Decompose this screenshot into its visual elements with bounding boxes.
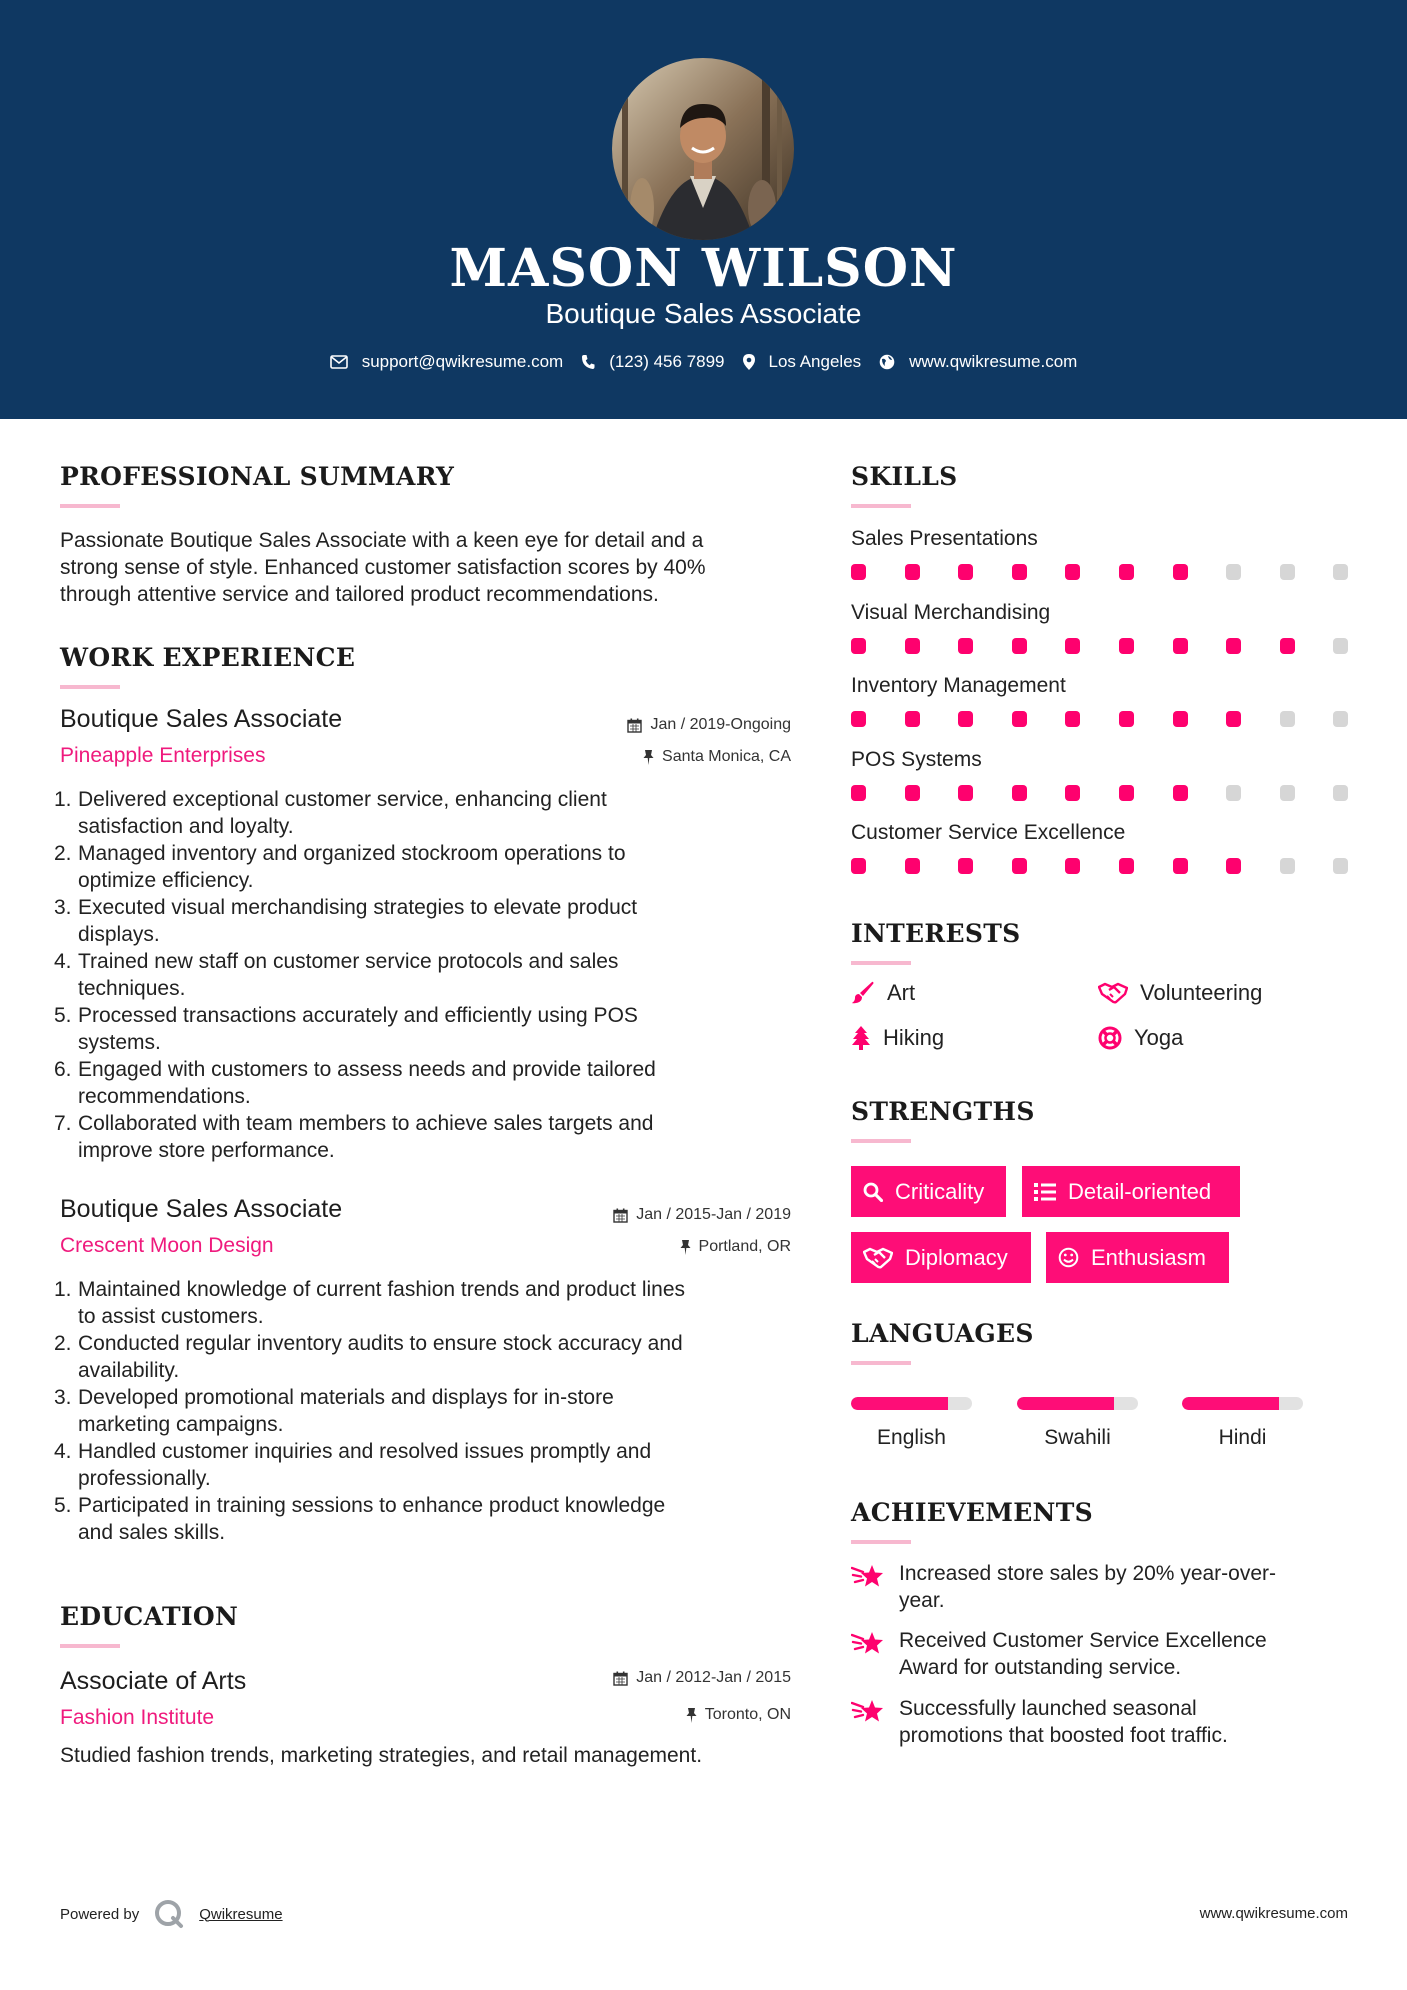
bullet-line: availability. [78,1359,180,1382]
strength-tag [1022,1166,1240,1217]
list-item: 1. Maintained knowledge of current fashion trends and product lines to assist customers. [60,1276,800,1330]
skill-dot-empty [1333,858,1348,874]
bullet-line: professionally. [78,1467,211,1490]
skill-dot-filled [1226,711,1241,727]
education-location [686,1706,791,1724]
bullet-line: Conducted regular inventory audits to ensure stock accuracy and [78,1332,683,1355]
skill-dot-empty [1280,564,1295,580]
list-item: 1. Delivered exceptional customer service, enhancing client satisfaction and loyalty. [60,786,800,840]
contact-website[interactable] [879,352,1077,372]
skill-dot-filled [1065,564,1080,580]
skill-dot-filled [1280,638,1295,654]
language-level-bar [851,1397,972,1410]
skill-dot-filled [1119,785,1134,801]
skill-dot-filled [1119,638,1134,654]
job-dates [613,1206,791,1224]
job-bullets [54,1276,800,1546]
strength-label: Criticality [895,1178,985,1204]
skill-dot-empty [1333,638,1348,654]
strength-tag [851,1166,1006,1217]
bullet-line: Trained new staff on customer service protocols and sales [78,950,619,973]
brand-link[interactable]: Qwikresume [199,1905,283,1923]
skill-dot-filled [851,711,866,727]
interest-label: Yoga [1134,1025,1184,1050]
list-item: 5. Processed transactions accurately and efficiently using POS systems. [60,1002,800,1056]
skill-dot-filled [1012,564,1027,580]
achievement-item [851,1627,1321,1681]
bullet-line: and sales skills. [78,1521,226,1544]
footer-website[interactable]: www.qwikresume.com [1199,1905,1348,1922]
job-location-text: Santa Monica, CA [662,748,791,765]
skill-dot-filled [1012,785,1027,801]
bullet-line: Engaged with customers to assess needs and provide tailored [78,1058,656,1081]
pin-icon [680,1239,691,1255]
bullet-line: to assist customers. [78,1305,264,1328]
list-item: 7. Collaborated with team members to achieve sales targets and improve store performance. [60,1110,800,1164]
envelope-icon [330,355,348,369]
achievement-line: Received Customer Service Excellence [899,1629,1267,1652]
skill-dot-filled [958,858,973,874]
skill-dot-filled [1012,711,1027,727]
qwikresume-logo-icon [153,1898,185,1930]
bullet-line: improve store performance. [78,1139,335,1162]
education-dates-text: Jan / 2012-Jan / 2015 [636,1669,791,1686]
interest-volunteering [1098,980,1262,1006]
pin-icon [686,1707,697,1723]
interest-label: Hiking [883,1025,945,1050]
strength-tag [1046,1232,1229,1283]
skill-dot-filled [851,785,866,801]
company-name: Pineapple Enterprises [60,744,266,767]
skill-dot-filled [1065,638,1080,654]
interest-hiking [851,1025,944,1051]
achievement-line: year. [899,1589,945,1612]
language-level-bar [1182,1397,1303,1410]
skill-dot-empty [1280,858,1295,874]
skill-dot-filled [1173,711,1188,727]
bullet-line: Processed transactions accurately and efficiently using POS [78,1004,638,1027]
skill-dot-filled [958,785,973,801]
skill-dot-filled [851,638,866,654]
language-level-fill [851,1397,948,1410]
skill-dot-filled [1012,638,1027,654]
contact-location [743,352,862,372]
job-dates-text: Jan / 2015-Jan / 2019 [636,1206,791,1223]
skills-heading: SKILLS [851,462,958,491]
map-pin-icon [743,354,755,370]
experience-underline [60,685,120,689]
bullet-line: recommendations. [78,1085,251,1108]
paintbrush-icon [851,981,875,1005]
lifebuoy-icon [1098,1026,1122,1050]
experience-heading: WORK EXPERIENCE [60,643,356,672]
language-label: English [877,1426,946,1449]
languages-heading: LANGUAGES [851,1319,1034,1348]
candidate-name: MASON WILSON [449,238,958,299]
interest-label: Art [887,980,916,1005]
list-item: 2. Conducted regular inventory audits to ensure stock accuracy and availability. [60,1330,800,1384]
skill-name: Inventory Management [851,674,1066,697]
list-item: 5. Participated in training sessions to enhance product knowledge and sales skills. [60,1492,800,1546]
contact-bar [0,352,1407,372]
bullet-line: displays. [78,923,160,946]
strengths-heading: STRENGTHS [851,1097,1035,1126]
interest-yoga [1098,1025,1183,1051]
skill-name: Customer Service Excellence [851,821,1126,844]
bullet-line: Handled customer inquiries and resolved issues promptly and [78,1440,652,1463]
company-name: Crescent Moon Design [60,1234,274,1257]
degree-title: Associate of Arts [60,1667,247,1695]
skills-underline [851,504,911,508]
skill-dot-filled [1226,638,1241,654]
education-underline [60,1644,120,1648]
language-level-fill [1182,1397,1279,1410]
skill-dot-filled [1065,785,1080,801]
job-location [680,1238,791,1256]
tree-icon [851,1026,871,1050]
bullet-line: satisfaction and loyalty. [78,815,294,838]
summary-line: Passionate Boutique Sales Associate with a keen eye for detail and a [60,529,704,552]
bullet-line: Delivered exceptional customer service, enhancing client [78,788,607,811]
strength-tag [851,1232,1031,1283]
job-title: Boutique Sales Associate [60,705,343,733]
education-description: Studied fashion trends, marketing strategies, and retail management. [60,1744,703,1767]
skill-dot-filled [905,564,920,580]
list-item: 6. Engaged with customers to assess needs and provide tailored recommendations. [60,1056,800,1110]
education-location-text: Toronto, ON [704,1706,791,1723]
bullet-line: optimize efficiency. [78,869,254,892]
list-item: 3. Executed visual merchandising strategies to elevate product displays. [60,894,800,948]
language-label: Hindi [1218,1426,1267,1449]
shooting-star-icon [851,1560,887,1614]
contact-email[interactable] [330,352,564,372]
calendar-icon [613,1671,628,1686]
globe-icon [879,354,895,370]
smile-icon [1058,1247,1079,1268]
skill-dot-empty [1333,564,1348,580]
achievement-text [899,1560,1276,1614]
achievement-item [851,1560,1321,1614]
skill-dot-filled [1226,858,1241,874]
list-item: 3. Developed promotional materials and displays for in-store marketing campaigns. [60,1384,800,1438]
bullet-line: techniques. [78,977,186,1000]
summary-line: through attentive service and tailored product recommendations. [60,583,659,606]
handshake-icon [1098,982,1128,1004]
skill-name: POS Systems [851,747,982,771]
summary-line: strong sense of style. Enhanced customer satisfaction scores by 40% [60,556,706,579]
skill-dot-filled [1119,858,1134,874]
skill-name: Visual Merchandising [851,600,1051,624]
skill-dot-filled [958,711,973,727]
skill-dot-empty [1280,711,1295,727]
achievement-line: Successfully launched seasonal [899,1697,1197,1720]
handshake-icon [863,1247,893,1269]
profile-photo [612,58,794,240]
achievements-heading: ACHIEVEMENTS [851,1498,1093,1527]
achievement-line: promotions that boosted foot traffic. [899,1724,1228,1747]
calendar-icon [627,718,642,733]
bullet-line: Managed inventory and organized stockroom operations to [78,842,626,865]
resume-header [0,0,1407,419]
skill-dot-filled [905,638,920,654]
bullet-line: Participated in training sessions to enhance product knowledge [78,1494,666,1517]
interests-heading: INTERESTS [851,919,1021,948]
list-item: 4. Handled customer inquiries and resolved issues promptly and professionally. [60,1438,800,1492]
calendar-icon [613,1208,628,1223]
skill-dot-empty [1226,785,1241,801]
job-dates-text: Jan / 2019-Ongoing [650,716,791,733]
summary-text [60,527,800,608]
strength-label: Detail-oriented [1068,1178,1212,1204]
location-text: Los Angeles [768,352,862,371]
skill-dot-filled [958,564,973,580]
achievement-text [899,1695,1228,1749]
skill-dot-empty [1280,785,1295,801]
languages-underline [851,1361,911,1365]
list-item: 4. Trained new staff on customer service protocols and sales techniques. [60,948,800,1002]
bullet-line: Developed promotional materials and displays for in-store [78,1386,614,1409]
skill-dot-filled [1065,858,1080,874]
list-icon [1034,1183,1056,1201]
skill-dot-filled [1173,785,1188,801]
skill-dot-filled [905,711,920,727]
language-level-bar [1017,1397,1138,1410]
summary-underline [60,504,120,508]
achievements-underline [851,1540,911,1544]
interest-art [851,980,915,1006]
strength-label: Enthusiasm [1091,1244,1206,1270]
skill-dot-filled [851,564,866,580]
achievement-text [899,1627,1267,1681]
skill-dot-empty [1333,785,1348,801]
website-text: www.qwikresume.com [909,352,1078,371]
skill-dot-filled [1173,858,1188,874]
search-icon [863,1182,883,1202]
job-location-text: Portland, OR [698,1238,791,1255]
phone-icon [581,354,595,370]
job-dates [627,716,791,734]
interests-underline [851,961,911,965]
education-dates [613,1669,791,1687]
skill-dot-filled [851,858,866,874]
contact-phone[interactable] [581,352,724,372]
email-text: support@qwikresume.com [361,352,564,371]
job-bullets [54,786,800,1164]
strengths-underline [851,1139,911,1143]
skill-dot-filled [1173,638,1188,654]
list-item: 2. Managed inventory and organized stockroom operations to optimize efficiency. [60,840,800,894]
achievement-line: Increased store sales by 20% year-over- [899,1562,1277,1585]
strength-label: Diplomacy [905,1244,1008,1270]
skill-dot-empty [1333,711,1348,727]
pin-icon [643,749,654,765]
skill-dot-filled [905,785,920,801]
skill-dot-filled [1012,858,1027,874]
summary-heading: PROFESSIONAL SUMMARY [60,462,455,491]
school-name: Fashion Institute [60,1706,215,1729]
bullet-line: Maintained knowledge of current fashion trends and product lines [78,1278,686,1301]
skill-dot-filled [1119,711,1134,727]
skill-dot-filled [1065,711,1080,727]
skill-dot-filled [1173,564,1188,580]
bullet-line: Executed visual merchandising strategies to elevate product [78,896,638,919]
skill-name: Sales Presentations [851,527,1038,550]
footer-powered-by [60,1898,283,1930]
powered-by-text: Powered by [60,1905,140,1923]
skill-dot-filled [958,638,973,654]
shooting-star-icon [851,1695,887,1749]
skill-dot-filled [1119,564,1134,580]
candidate-title: Boutique Sales Associate [545,298,862,329]
skill-dot-filled [905,858,920,874]
shooting-star-icon [851,1627,887,1681]
achievement-line: Award for outstanding service. [899,1656,1182,1679]
skill-dot-empty [1226,564,1241,580]
language-label: Swahili [1044,1426,1111,1449]
language-level-fill [1017,1397,1114,1410]
bullet-line: Collaborated with team members to achieve sales targets and [78,1112,654,1135]
bullet-line: marketing campaigns. [78,1413,284,1436]
bullet-line: systems. [78,1031,161,1054]
job-location [643,748,791,766]
achievement-item [851,1695,1321,1749]
phone-text: (123) 456 7899 [609,352,725,371]
education-heading: EDUCATION [60,1602,239,1631]
interest-label: Volunteering [1140,980,1263,1005]
job-title: Boutique Sales Associate [60,1195,343,1223]
